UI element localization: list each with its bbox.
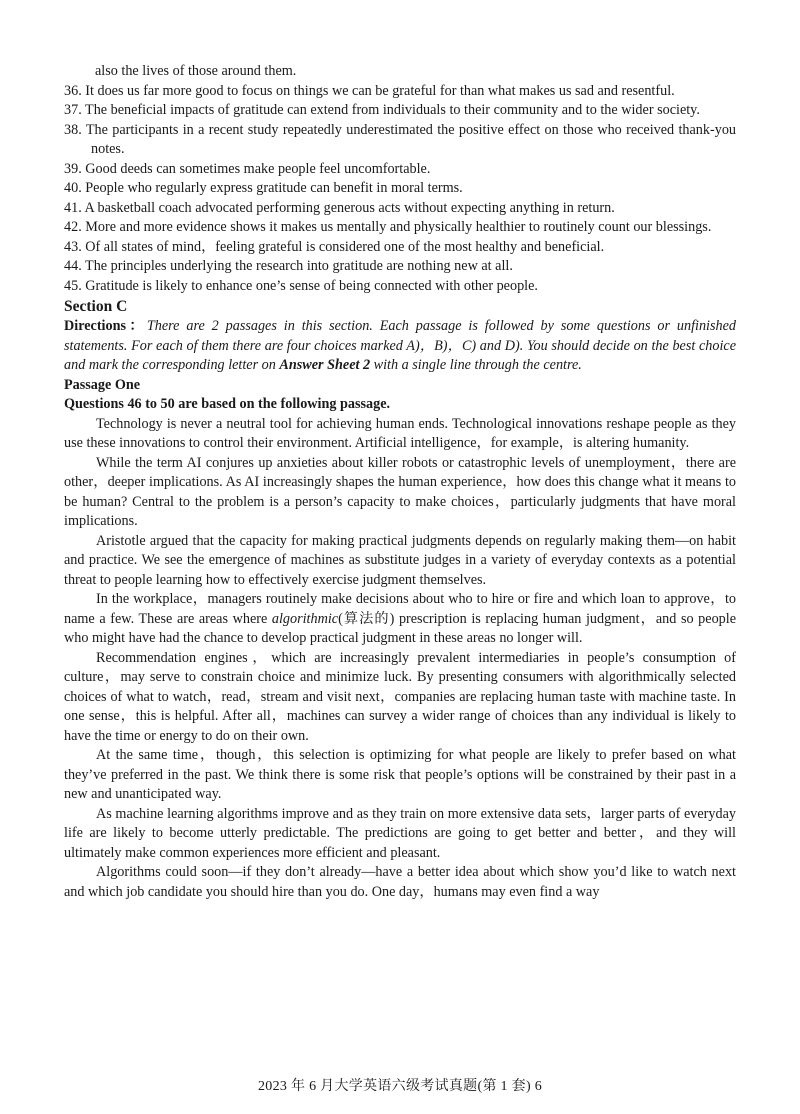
statement-text: People who regularly express gratitude can benefit in moral terms. — [85, 180, 463, 196]
exam-page — [64, 62, 736, 902]
statement-number: 43. — [64, 238, 82, 255]
passage-paragraph: At the same time，though，this selection is optimizing for what people are likely to prefer based on what they’ve preferred in the past. We think there is some risk that people’s options will be constrained by their past in a new and unanticipated way. — [64, 747, 736, 802]
statement-text: It does us far more good to focus on things we can be grateful for than what makes us sad and resentful. — [85, 82, 675, 99]
statement-item — [64, 82, 736, 102]
statement-text: The participants in a recent study repeatedly underestimated the positive effect on those who received thank-you notes. — [85, 121, 737, 157]
statement-item — [64, 199, 736, 219]
statement-number: 41. — [64, 199, 82, 216]
statement-number: 40. — [64, 180, 82, 196]
statement-item — [64, 257, 736, 277]
statement-text: A basketball coach advocated performing generous acts without expecting anything in return. — [84, 199, 615, 216]
statement-text: The principles underlying the research into gratitude are nothing new at all. — [85, 258, 513, 274]
passage-paragraph: While the term AI conjures up anxieties about killer robots or catastrophic levels of unemployment，there are other，deeper implications. As AI increasingly shapes the human experience，how does this change what it means to be human? Central to the problem is a person’s capacity to make choices，particularly judgments that have moral implications. — [64, 454, 736, 529]
section-heading: Section C — [64, 298, 128, 315]
statement-item — [64, 160, 736, 180]
passage-paragraph: Technology is never a neutral tool for achieving human ends. Technological innovations reshape people as they use these innovations to control their environment. Artificial intelligence，for example，is altering humanity. — [64, 415, 736, 451]
questions-instruction: Questions 46 to 50 are based on the following passage. — [64, 396, 391, 412]
italic-term: algorithmic — [271, 610, 339, 627]
chinese-gloss: (算法的) — [338, 610, 395, 627]
statement-item — [64, 238, 736, 258]
directions — [64, 317, 736, 376]
directions-text: There are 2 passages in this section. Each passage is followed by some questions or unfinished statements. For each of them there are four choices marked A)，B)，C) and D). You should decide on the best choice and mark the corresponding letter on — [64, 318, 736, 373]
statement-number: 39. — [64, 160, 82, 177]
statement-text: Gratitude is likely to enhance one’s sense of being connected with other people. — [85, 277, 538, 294]
statement-text: More and more evidence shows it makes us mentally and physically healthier to routinely count our blessings. — [85, 219, 712, 235]
statement-number: 37. — [64, 102, 82, 118]
statement-number: 42. — [64, 219, 82, 235]
statement-number: 44. — [64, 258, 82, 274]
statement-text: The beneficial impacts of gratitude can extend from individuals to their community and to the wider society. — [85, 102, 700, 118]
answer-sheet-ref: Answer Sheet 2 — [279, 357, 371, 373]
statement-number: 45. — [64, 277, 82, 294]
statement-item — [64, 277, 736, 297]
page-footer: 2023 年 6 月大学英语六级考试真题(第 1 套) 6 — [257, 1079, 543, 1094]
passage-paragraph: Aristotle argued that the capacity for making practical judgments depends on regularly making them—on habit and practice. We see the emergence of machines as substitute judges in a variety of everyday contexts as a potential threat to people learning how to effectively exercise judgment themselves. — [64, 532, 736, 588]
passage-paragraph: Algorithms could soon—if they don’t already—have a better idea about which show you’d like to watch next and which job candidate you should hire than you do. One day，humans may even find a way — [64, 864, 736, 900]
passage-paragraph: As machine learning algorithms improve and as they train on more extensive data sets，larger parts of everyday life are likely to become utterly predictable. The predictions are going to get better and better，and they will ultimately make common experiences more efficient and pleasant. — [64, 805, 736, 861]
passage-paragraph: Recommendation engines，which are increasingly prevalent intermediaries in people’s consumption of culture，may serve to constrain choice and minimize luck. By presenting consumers with algorithmically selected choices of what to watch，read，stream and visit next，companies are replacing human taste with machine taste. In one sense，this is helpful. After all，machines can survey a wider range of choices than any individual is likely to have the time or energy to do on their own. — [64, 649, 736, 744]
passage-body — [64, 415, 736, 903]
paragraph-text: In the workplace，managers routinely make decisions about who to hire or fire and which loan to approve，to name a few. These are areas where — [64, 591, 736, 627]
statement-list — [64, 82, 736, 297]
statement-item — [64, 101, 736, 121]
passage-title: Passage One — [64, 376, 141, 393]
paragraph-text: prescription is replacing human judgment，and so people who might have had the chance to develop practical judgment in these areas no longer will. — [64, 610, 736, 646]
passage-paragraph — [64, 590, 736, 649]
directions-text-end: with a single line through the centre. — [370, 357, 582, 373]
directions-label: Directions： — [64, 318, 147, 334]
statement-item — [64, 218, 736, 238]
statement-number: 36. — [64, 82, 82, 99]
statement-item — [64, 121, 736, 160]
statement-text: Of all states of mind，feeling grateful is considered one of the most healthy and beneficial. — [85, 238, 605, 255]
statement-number: 38. — [64, 121, 82, 138]
continuation-line: also the lives of those around them. — [95, 63, 297, 79]
statement-text: Good deeds can sometimes make people feel uncomfortable. — [85, 160, 431, 177]
statement-item — [64, 179, 736, 199]
